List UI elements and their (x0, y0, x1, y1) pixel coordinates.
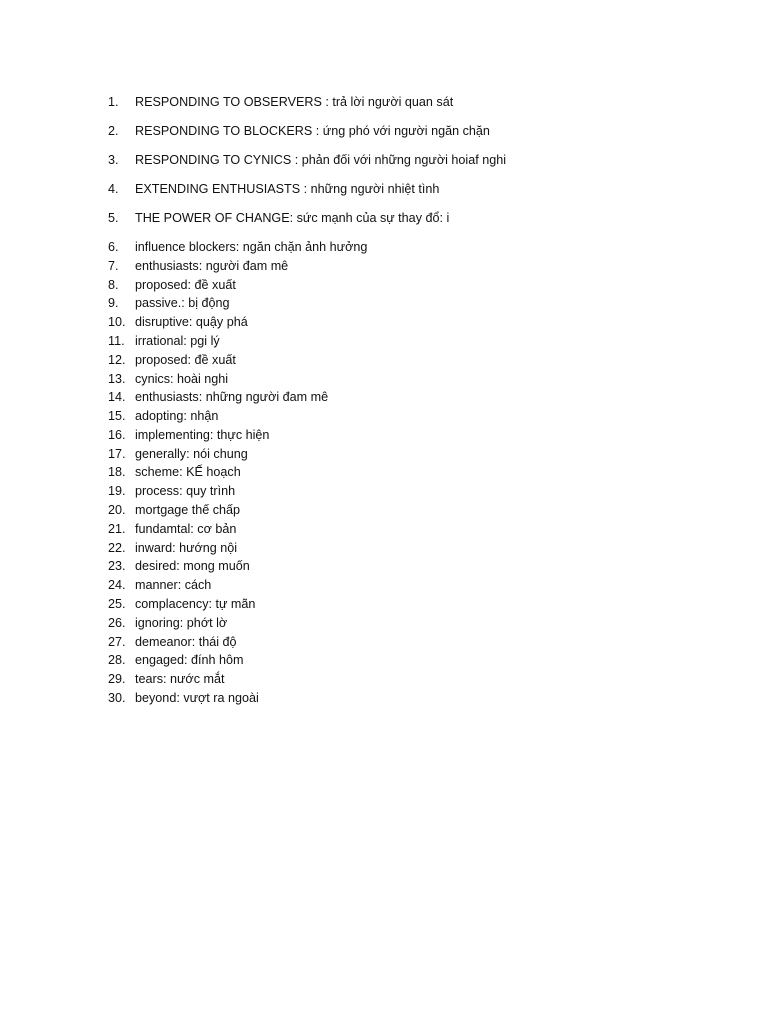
item-text: manner: cách (135, 578, 212, 593)
list-item (108, 276, 728, 295)
list-item (108, 557, 728, 576)
item-text: EXTENDING ENTHUSIASTS : những người nhiệt tình (135, 181, 440, 196)
item-number: 27. (108, 634, 126, 649)
item-number: 24. (108, 578, 126, 593)
item-number: 21. (108, 521, 126, 536)
item-text: tears: nước mắt (135, 672, 225, 687)
list-item (108, 238, 728, 257)
list-item (108, 388, 728, 407)
item-text: cynics: hoài nghi (135, 371, 229, 386)
list-item (108, 351, 728, 370)
list-item (108, 651, 728, 670)
item-number: 12. (108, 352, 126, 367)
list-item (108, 151, 728, 170)
item-number: 7. (108, 258, 119, 273)
item-text: generally: nói chung (135, 446, 248, 461)
item-number: 25. (108, 597, 126, 612)
list-item (108, 122, 728, 141)
list-item (108, 576, 728, 595)
item-number: 15. (108, 409, 126, 424)
item-number: 11. (108, 333, 125, 348)
item-text: THE POWER OF CHANGE: sức mạnh của sự thay đổ: i (135, 210, 450, 225)
item-text: beyond: vượt ra ngoài (135, 691, 259, 706)
vocabulary-list (108, 93, 728, 708)
item-text: disruptive: quậy phá (135, 315, 248, 330)
item-number: 16. (108, 427, 126, 442)
list-item (108, 463, 728, 482)
item-text: enthusiasts: những người đam mê (135, 390, 329, 405)
list-item (108, 633, 728, 652)
list-item (108, 501, 728, 520)
item-number: 17. (108, 446, 126, 461)
item-text: scheme: KẾ hoạch (135, 465, 241, 480)
item-text: irrational: pgi lý (135, 333, 220, 348)
item-number: 13. (108, 371, 126, 386)
list-item (108, 370, 728, 389)
item-text: engaged: đính hôm (135, 653, 244, 668)
item-text: mortgage thế chấp (135, 503, 241, 518)
item-text: proposed: đề xuất (135, 352, 236, 367)
list-item (108, 445, 728, 464)
item-number: 4. (108, 181, 119, 196)
item-number: 2. (108, 123, 119, 138)
list-item (108, 595, 728, 614)
item-number: 26. (108, 615, 126, 630)
item-number: 1. (108, 95, 119, 109)
list-item (108, 407, 728, 426)
item-text: fundamtal: cơ bản (135, 521, 237, 536)
item-text: RESPONDING TO BLOCKERS : ứng phó với người ngăn chặn (135, 123, 490, 138)
item-number: 29. (108, 672, 126, 687)
list-item (108, 180, 728, 199)
item-number: 18. (108, 465, 126, 480)
item-number: 19. (108, 484, 126, 499)
item-number: 30. (108, 691, 126, 706)
item-number: 5. (108, 210, 119, 225)
item-text: desired: mong muốn (135, 559, 250, 574)
item-text: RESPONDING TO CYNICS : phản đối với những người hoiaf nghi (135, 152, 507, 167)
item-number: 22. (108, 540, 126, 555)
item-text: adopting: nhận (135, 409, 219, 424)
item-text: proposed: đề xuất (135, 277, 236, 292)
list-item (108, 689, 728, 708)
list-item (108, 313, 728, 332)
list-item (108, 93, 728, 112)
list-item (108, 614, 728, 633)
list-item (108, 520, 728, 539)
item-number: 10. (108, 315, 126, 330)
item-text: RESPONDING TO OBSERVERS : trả lời người quan sát (135, 95, 454, 109)
item-text: enthusiasts: người đam mê (135, 258, 289, 273)
item-text: passive.: bị động (135, 296, 230, 311)
item-text: ignoring: phớt lờ (135, 615, 228, 630)
item-text: implementing: thực hiện (135, 427, 270, 442)
list-item (108, 209, 728, 228)
list-item (108, 257, 728, 276)
item-text: complacency: tự mãn (135, 597, 256, 612)
list-item (108, 332, 728, 351)
list-item (108, 294, 728, 313)
list-item (108, 670, 728, 689)
list-item (108, 482, 728, 501)
item-text: process: quy trình (135, 484, 236, 499)
list-item (108, 426, 728, 445)
item-number: 23. (108, 559, 126, 574)
item-number: 14. (108, 390, 126, 405)
item-number: 6. (108, 239, 119, 254)
list-item (108, 539, 728, 558)
item-number: 3. (108, 152, 119, 167)
item-number: 9. (108, 296, 119, 311)
item-number: 8. (108, 277, 119, 292)
item-text: inward: hướng nội (135, 540, 238, 555)
item-text: demeanor: thái độ (135, 634, 237, 649)
item-number: 20. (108, 503, 126, 518)
item-number: 28. (108, 653, 126, 668)
item-text: influence blockers: ngăn chặn ảnh hưởng (135, 239, 368, 254)
